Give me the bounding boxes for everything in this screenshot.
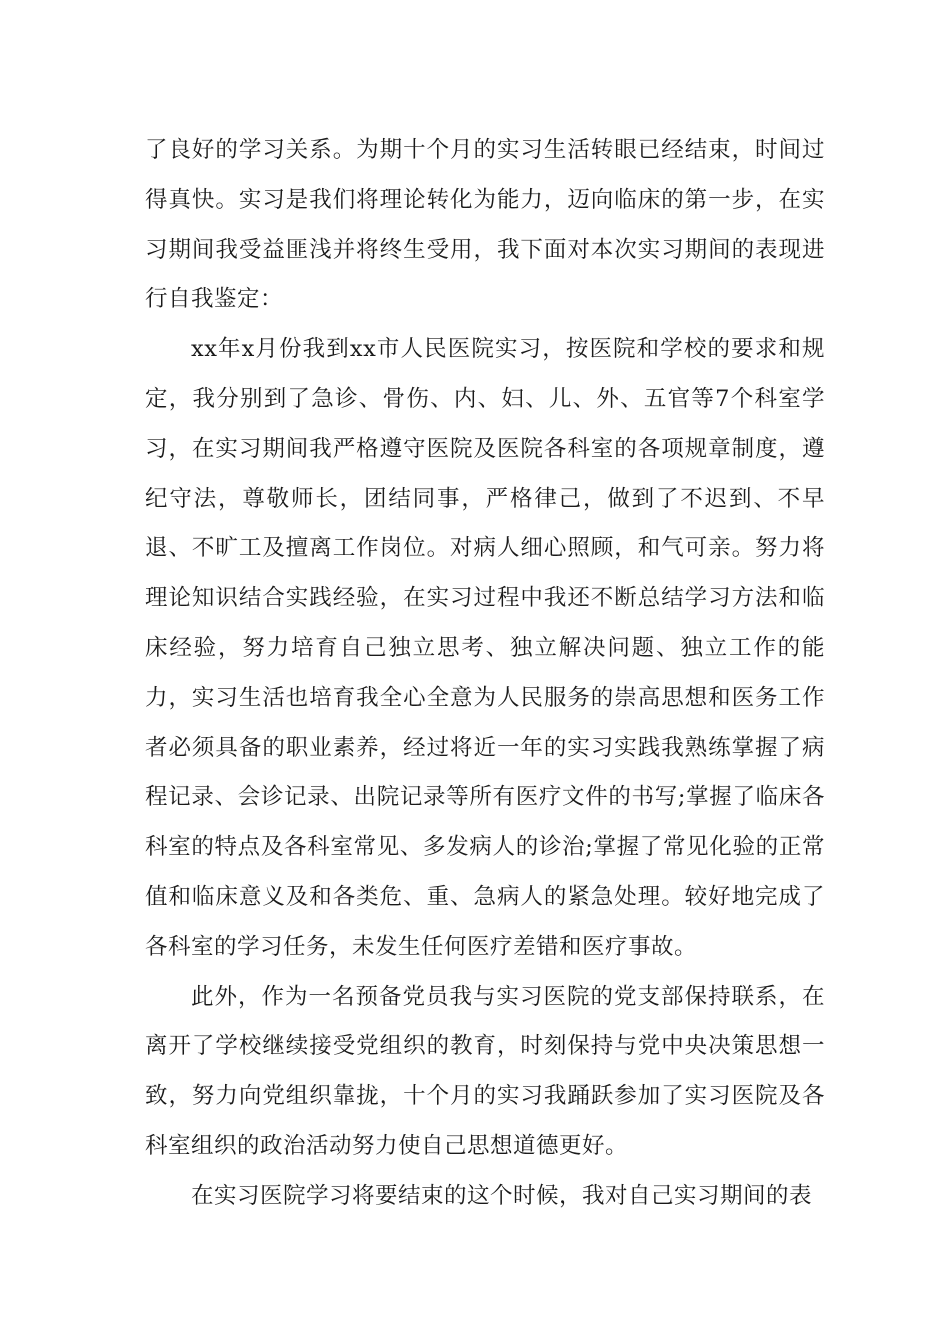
paragraph-party-member: 此外，作为一名预备党员我与实习医院的党支部保持联系，在离开了学校继续接受党组织的教育，时刻保持与党中央决策思想一致，努力向党组织靠拢，十个月的实习我踊跃参加了实习医院及各科室组织的政治活动努力使自己思想道德更好。: [145, 983, 825, 1159]
document-body: [145, 126, 825, 1222]
paragraph-closing: 在实习医院学习将要结束的这个时候，我对自己实习期间的表: [191, 1182, 813, 1209]
paragraph-internship-details: xx年x月份我到xx市人民医院实习，按医院和学校的要求和规定，我分别到了急诊、骨伤、内、妇、儿、外、五官等7个科室学习，在实习期间我严格遵守医院及医院各科室的各项规章制度，遵纪守法，尊敬师长，团结同事，严格律己，做到了不迟到、不早退、不旷工及擅离工作岗位。对病人细心照顾，和气可亲。努力将理论知识结合实践经验，在实习过程中我还不断总结学习方法和临床经验，努力培育自己独立思考、独立解决问题、独立工作的能力，实习生活也培育我全心全意为人民服务的崇高思想和医务工作者必须具备的职业素养，经过将近一年的实习实践我熟练掌握了病程记录、会诊记录、出院记录等所有医疗文件的书写;掌握了临床各科室的特点及各科室常见、多发病人的诊治;掌握了常见化验的正常值和临床意义及和各类危、重、急病人的紧急处理。较好地完成了各科室的学习任务，未发生任何医疗差错和医疗事故。: [145, 336, 825, 960]
paragraph-continuation: 了良好的学习关系。为期十个月的实习生活转眼已经结束，时间过得真快。实习是我们将理论转化为能力，迈向临床的第一步，在实习期间我受益匪浅并将终生受用，我下面对本次实习期间的表现进行自我鉴定：: [145, 137, 825, 313]
